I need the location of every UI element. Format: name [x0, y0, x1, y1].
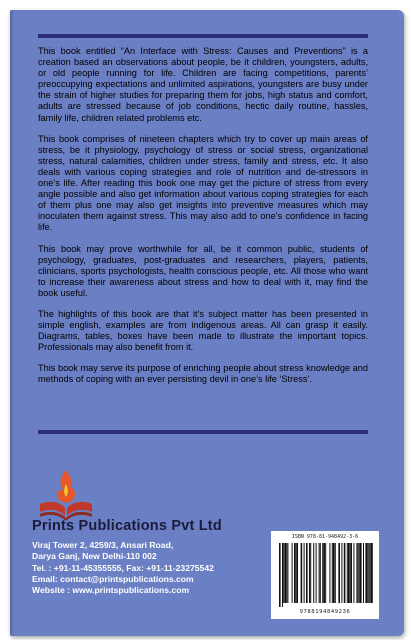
barcode-bar: [356, 543, 357, 603]
barcode-bar: [319, 543, 320, 603]
barcode-bar: [338, 543, 340, 603]
barcode-bar: [351, 543, 352, 603]
barcode-bar: [310, 543, 311, 603]
barcode-bar: [324, 543, 325, 603]
barcode-bar: [359, 543, 360, 603]
barcode-bar: [348, 543, 349, 603]
barcode-bar: [341, 543, 342, 603]
address-line-1: Viraj Tower 2, 4259/3, Ansari Road,: [32, 540, 174, 550]
barcode-bar: [368, 543, 369, 603]
top-divider: [38, 34, 368, 38]
blurb-paragraph-5: This book may serve its purpose of enriching people about stress knowledge and methods of coping with an ever persisting devil in one’s life ‘Stress’.: [38, 363, 368, 385]
barcode-bar: [294, 543, 295, 603]
barcode-bar: [349, 543, 351, 603]
email: Email: contact@printspublications.com: [32, 573, 194, 584]
barcode-bar: [367, 543, 368, 603]
barcode-bar: [306, 543, 308, 603]
bottom-divider: [38, 430, 368, 434]
barcode-bar: [297, 543, 298, 603]
barcode-bar: [304, 543, 305, 603]
barcode-bar: [295, 543, 297, 603]
barcode-bar: [363, 543, 364, 603]
barcode-bar: [286, 543, 287, 603]
barcode-bar: [279, 543, 281, 607]
barcode-bar: [283, 543, 284, 603]
publisher-address: [32, 540, 214, 596]
address-line-2: Darya Ganj, New Delhi-110 002: [32, 551, 157, 562]
barcode-bar: [371, 543, 373, 603]
barcode-bar: [344, 543, 346, 603]
website: Website : www.printspublications.com: [32, 585, 190, 596]
barcode-bar: [292, 543, 293, 603]
barcode-bar: [325, 543, 326, 603]
barcode-bar: [335, 543, 336, 603]
barcode-bar: [320, 543, 321, 603]
barcode-digits: 9788194849236: [299, 609, 351, 615]
blurb-paragraph-2: This book comprises of nineteen chapters which try to cover up main areas of stress, be it physiology, psychology of stress or social stress, organizational stress, natural calamities, children under stress, family and stress, etc. It also deals with various coping strategies and role of nutrition and de-stressors in one’s life. After reading this book one may get the picture of stress from every angle possible and also get information about various coping strategies for each of them plus one may also get insights into preventive measures which may inoculaten them against stress. This may also add to one’s confidence in facing life.: [38, 133, 368, 233]
phone-fax: Tel. : +91-11-45355555, Fax: +91-11-23275542: [32, 562, 214, 573]
blurb-paragraph-1: This book entitled “An Interface with Stress: Causes and Preventions” is a creation based an observations about people, be it children, youngsters, adults, or old people running for life. Children are facing competitions, parents’ preoccupying expectations and unlimited aspirations, youngsters are busy under the strain of higher studies for preparing them for jobs, high status and comfort, adults are stressed because of job conditions, hectic daily routine, hassles, family life, children related problems etc.: [38, 46, 368, 123]
barcode-bar: [287, 543, 288, 603]
isbn-label: ISBN 978-81-948492-3-6: [291, 534, 359, 540]
barcode-bar: [316, 543, 317, 603]
blurb-paragraph-4: The highlights of this book are that it’s subject matter has been presented in simple english, examples are from indigenous areas. All can grasp it easily. Diagrams, tables, boxes have been made to illustrate the important topics. Professionals may also benefit from it.: [38, 308, 368, 353]
publisher-name: Prints Publications Pvt Ltd: [32, 518, 222, 534]
barcode-bar: [329, 543, 330, 603]
barcode-bar: [360, 543, 362, 603]
barcode-bars: [277, 543, 373, 607]
barcode-bar: [333, 543, 335, 603]
barcode-bar: [353, 543, 354, 603]
barcode-bar: [332, 543, 333, 603]
barcode-bar: [365, 543, 367, 603]
barcode-bar: [370, 543, 371, 603]
barcode-bar: [322, 543, 324, 603]
barcode-bar: [284, 543, 286, 603]
barcode-bar: [301, 543, 303, 603]
barcode-bar: [309, 543, 310, 603]
barcode-bar: [358, 543, 359, 603]
blurb-text: [38, 46, 368, 396]
blurb-paragraph-3: This book may prove worthwhile for all, be it common public, students of psychology, graduates, post-graduates and researchers, players, patients, clinicians, sports psychologists, health conscious people, etc. All those who want to increase their awareness about stress and how to deal with it, may find the book useful.: [38, 243, 368, 298]
barcode-bar: [347, 543, 348, 603]
barcode-bar: [313, 543, 314, 603]
isbn-barcode: [271, 531, 379, 619]
publisher-logo-icon: [34, 466, 98, 524]
back-cover: [10, 10, 404, 636]
barcode-bar: [282, 543, 283, 607]
